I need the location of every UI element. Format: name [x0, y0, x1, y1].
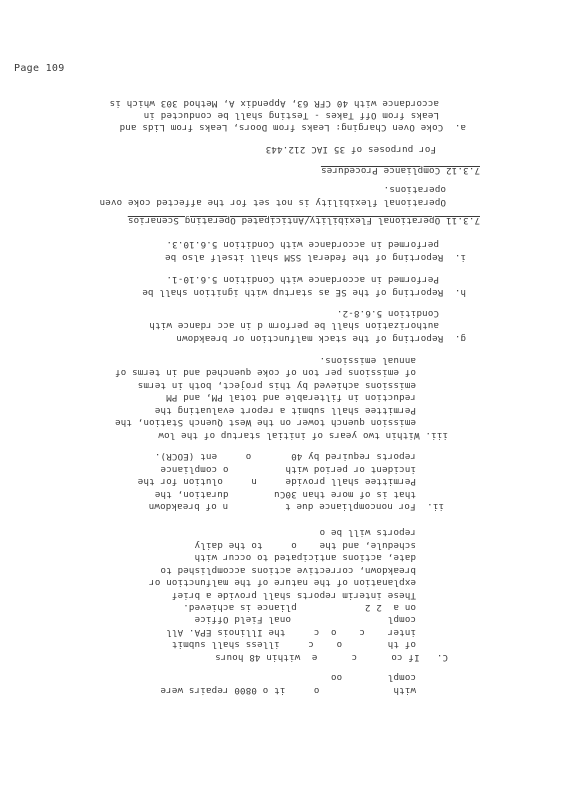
- doc-line: with o it o 0800 repairs were: [160, 685, 416, 696]
- doc-line: on a 2 2 pliance is achieved.: [183, 602, 416, 613]
- doc-line: emissions achieved by this project, both in terms: [137, 380, 416, 391]
- doc-line: inter c o c the Illinois EPA. All: [166, 627, 416, 638]
- doc-line: These interim reports shall provide a brief: [171, 590, 416, 601]
- doc-line: operations.: [383, 184, 446, 195]
- doc-line: that is of more than 30Cu duration, the: [154, 489, 416, 500]
- doc-line: Operational flexibility is not set for the affected coke oven: [99, 197, 446, 208]
- doc-line: performed in accordance with Condition 5.6.10.3.: [166, 239, 439, 250]
- doc-line: emission quench tower on the West Quench Station, the: [114, 417, 416, 428]
- doc-line: schedule, and the o to the daily: [194, 540, 416, 551]
- page-number: Page 109: [14, 63, 65, 74]
- doc-line: h. Reporting of the SE as startup with ignition shall be: [142, 287, 466, 298]
- doc-line: Leaks from Off Takes - Testing shall be conducted in: [143, 110, 439, 121]
- doc-line: Permittee shall provide n olution for the: [137, 476, 416, 487]
- doc-line: reports will be o: [319, 527, 416, 538]
- doc-line: Condition 5.6.8-2.: [336, 308, 439, 319]
- doc-line: reduction in filterable and total PM, and PM: [166, 392, 416, 403]
- section-heading: 7.3.12 Compliance Procedures: [320, 165, 480, 176]
- doc-line: reports required by 40 o ent (EOCR).: [154, 451, 416, 462]
- doc-line: For purposes of 35 IAC 212.443: [265, 144, 436, 155]
- doc-line: C. If co c e within 48 hours: [215, 652, 448, 663]
- doc-line: iii. Within two years of initial startup of the low: [158, 430, 448, 441]
- document-body: [0, 100, 566, 700]
- doc-line: breakdown, corrective actions accomplished to: [160, 565, 416, 576]
- doc-line: i. Reporting of the federal SSM shall itself also be: [164, 252, 466, 263]
- doc-line: accordance with 40 CFR 63, Appendix A, Method 303 which is: [109, 98, 439, 109]
- doc-line: Performed in accordance with Condition 5.6.10-1.: [166, 274, 439, 285]
- doc-line: explanation of the nature of the malfunction or: [148, 577, 416, 588]
- doc-line: of th o c illess shall submit: [171, 639, 416, 650]
- doc-line: annual emissions.: [319, 355, 416, 366]
- doc-line: of emissions per ton of coke quenched and in terms of: [114, 367, 416, 378]
- doc-line: compl oo: [330, 672, 416, 683]
- doc-line: g. Reporting of the stack malfunction or breakdown: [176, 333, 466, 344]
- doc-line: date, actions anticipated to occur with: [194, 552, 416, 563]
- section-heading: 7.3.11 Operational Flexibility/Anticipated Operating Scenarios: [127, 215, 480, 226]
- doc-line: Permittee shall submit a report evaluating the: [154, 405, 416, 416]
- doc-line: authorization shall be perform d in acc rdance with: [149, 320, 439, 331]
- doc-line: ii. For noncompliance due t n of breakdown: [148, 501, 444, 512]
- upside-down-text-block: [0, 100, 566, 700]
- doc-line: compl onal Field Office: [194, 614, 416, 625]
- doc-line: incident or period with o compliance: [160, 464, 416, 475]
- doc-line: a. Coke Oven Charging: Leaks from Doors, Leaks from Lids and: [119, 122, 466, 133]
